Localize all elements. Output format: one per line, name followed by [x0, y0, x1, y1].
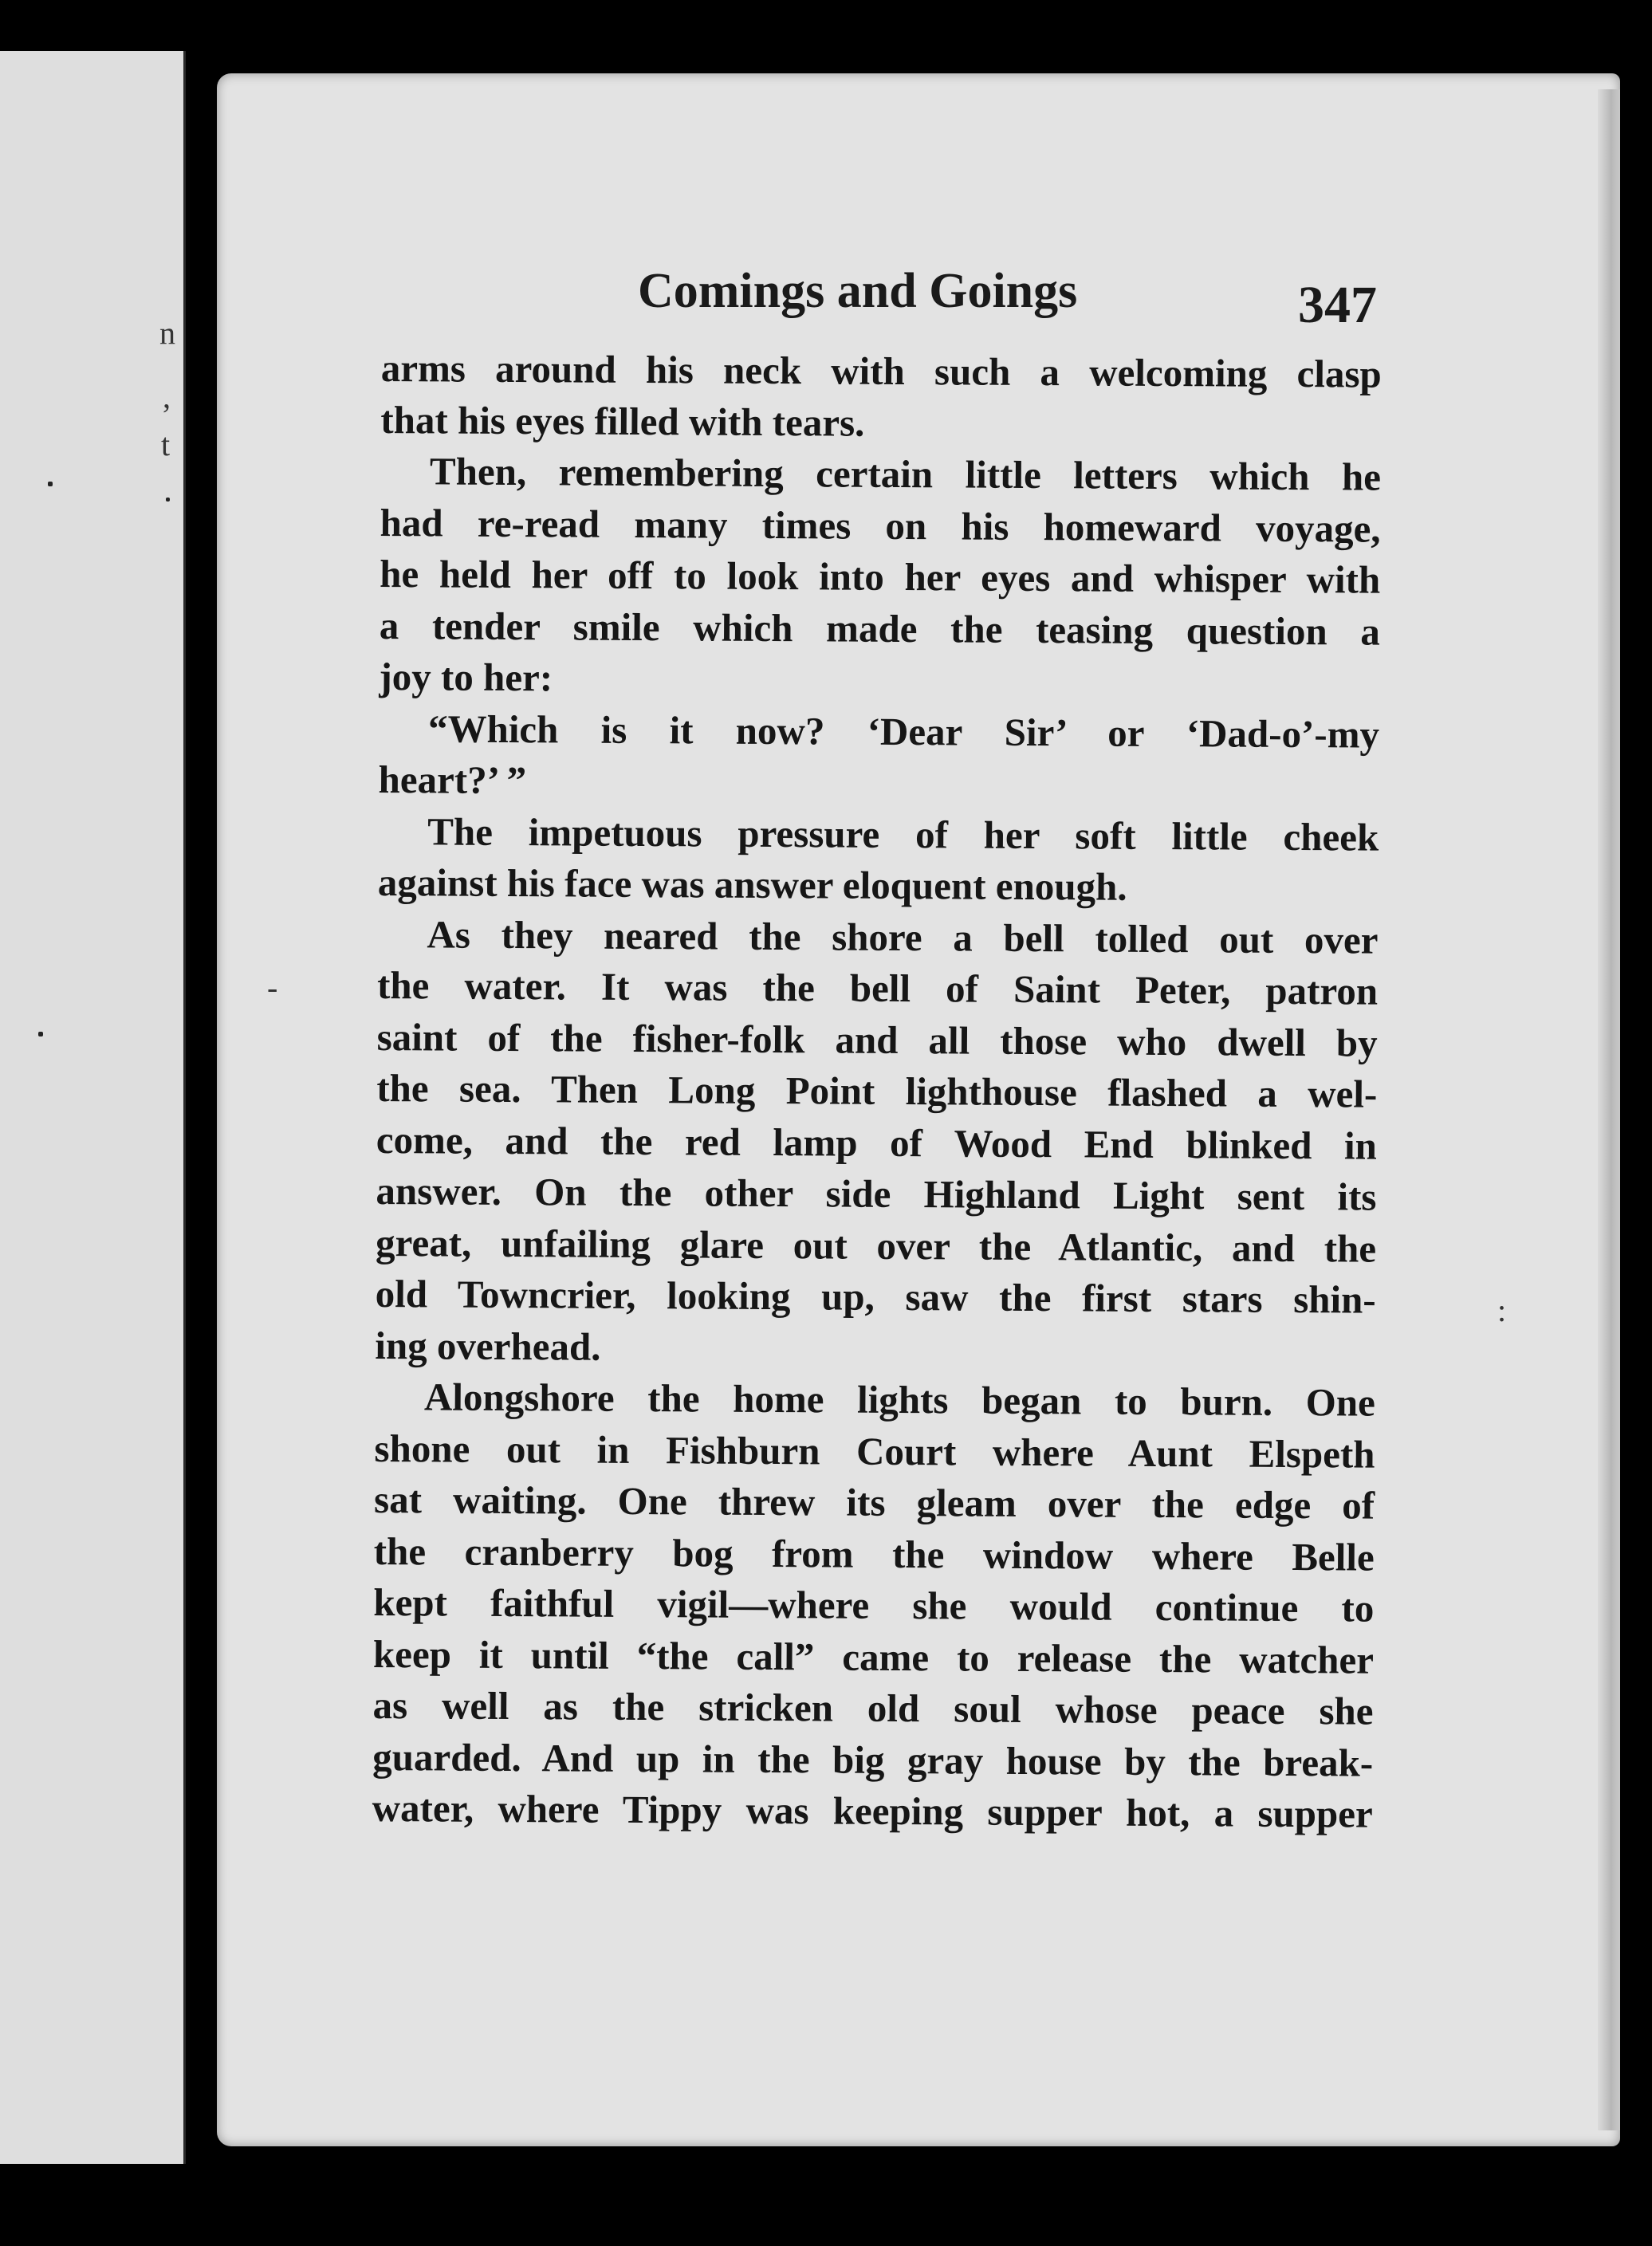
text-line: a tender smile which made the teasing question a — [379, 603, 1380, 654]
page-number: 347 — [1298, 276, 1377, 334]
text-line: arms around his neck with such a welcoming clasp — [380, 345, 1382, 396]
text-line: As they neared the shore a bell tolled out over — [427, 911, 1379, 962]
body-text — [372, 343, 1382, 1840]
facing-page-edge — [0, 51, 186, 2164]
text-line: come, and the red lamp of Wood End blinked in — [376, 1117, 1378, 1168]
text-line: as well as the stricken old soul whose peace she — [372, 1682, 1374, 1733]
text-line: he held her off to look into her eyes and whisper with — [380, 551, 1381, 602]
text-line: shone out in Fishburn Court where Aunt Elspeth — [374, 1426, 1375, 1477]
text-line: kept faithful vigil—where she would continue to — [373, 1579, 1375, 1630]
text-line: had re-read many times on his homeward voyage, — [380, 500, 1381, 551]
text-line: sat waiting. One threw its gleam over the edge of — [373, 1477, 1375, 1528]
text-line: the sea. Then Long Point lighthouse flashed a wel- — [376, 1065, 1378, 1116]
page-edge-shading — [1598, 89, 1620, 2130]
text-line: answer. On the other side Highland Light sent its — [376, 1168, 1377, 1219]
text-line: old Towncrier, looking up, saw the first stars shin- — [375, 1271, 1376, 1322]
facing-page-fragment: n — [159, 315, 175, 351]
text-line: great, unfailing glare out over the Atlantic, and the — [375, 1220, 1377, 1271]
text-line: the water. It was the bell of Saint Peter, patron — [376, 962, 1379, 1013]
margin-mark: - — [267, 970, 278, 1005]
text-line: “Which is it now? ‘Dear Sir’ or ‘Dad-o’-my — [427, 706, 1380, 757]
text-line: ing overhead. — [375, 1323, 601, 1369]
margin-mark: : — [1497, 1292, 1507, 1328]
text-line: against his face was answer eloquent enough. — [377, 859, 1127, 909]
text-line: saint of the fisher-folk and all those who dwell by — [376, 1014, 1378, 1065]
text-line: joy to her: — [379, 654, 553, 700]
text-line: The impetuous pressure of her soft little cheek — [427, 808, 1379, 859]
text-line: that his eyes filled with tears. — [380, 397, 865, 445]
text-line: the cranberry bog from the window where Belle — [373, 1528, 1375, 1579]
ink-speck — [166, 498, 170, 502]
text-line: keep it until “the call” came to release the watcher — [372, 1631, 1375, 1682]
text-line: Then, remembering certain little letters which he — [429, 449, 1382, 499]
text-line: water, where Tippy was keeping supper hot, a supper — [372, 1785, 1373, 1836]
text-line: heart?’ ” — [378, 757, 527, 803]
facing-page-fragment: , — [163, 379, 171, 415]
ink-speck — [48, 482, 53, 486]
ink-speck — [38, 1032, 43, 1036]
text-line: guarded. And up in the big gray house by the break- — [372, 1734, 1374, 1785]
facing-page-fragment: t — [161, 427, 171, 462]
running-head: Comings and Goings — [638, 264, 1078, 318]
text-line: Alongshore the home lights began to burn. One — [423, 1375, 1376, 1425]
